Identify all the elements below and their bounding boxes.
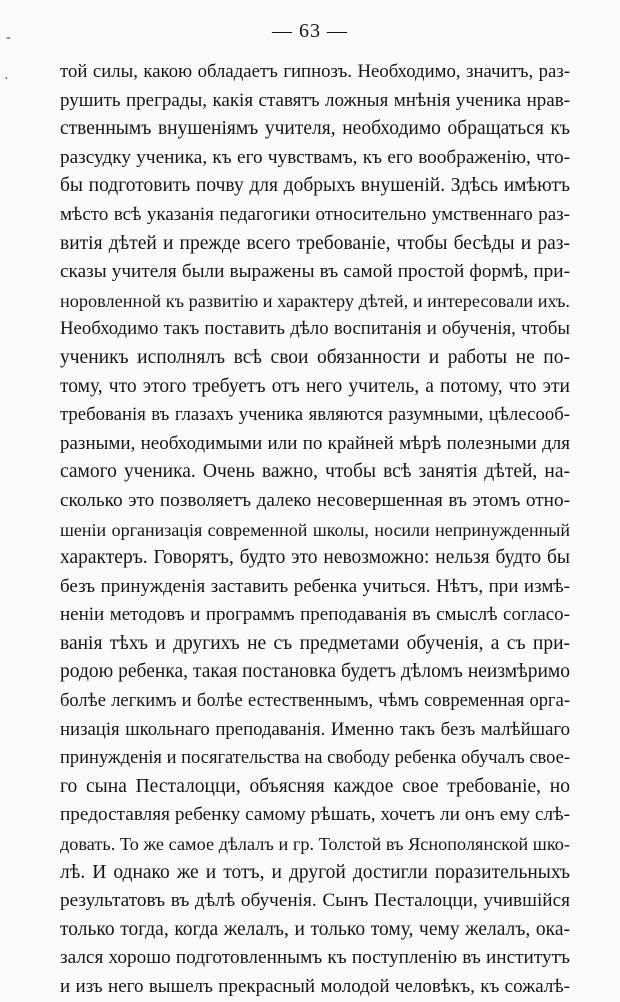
text-line: сказы учителя были выражены въ самой простой формѣ, при- xyxy=(60,261,570,283)
text-line: витія дѣтей и прежде всего требованіе, чтобы бесѣды и раз- xyxy=(60,232,570,254)
text-line: ученикъ исполнялъ всѣ свои обязанности и работы не по- xyxy=(60,346,570,368)
margin-mark: - xyxy=(6,30,11,45)
text-line: лѣ. И однако же и тотъ, и другой достигли поразительныхъ xyxy=(60,861,570,883)
text-line: ванія тѣхъ и другихъ не съ предметами обученія, а съ при- xyxy=(60,632,570,654)
text-line: болѣе легкимъ и болѣе естественнымъ, чѣмъ современная орга- xyxy=(60,691,570,712)
text-line: родою ребенка, такая постановка будетъ дѣломъ неизмѣримо xyxy=(60,661,570,683)
text-line: ственнымъ внушеніямъ учителя, необходимо обращаться къ xyxy=(60,118,570,140)
text-line: требованія въ глазахъ ученика являются разумными, цѣлесооб- xyxy=(60,404,570,426)
text-line: го сына Песталоцци, объясняя каждое свое требованіе, но xyxy=(60,775,570,797)
text-line: безъ принужденія заставить ребенка учиться. Нѣтъ, при измѣ- xyxy=(60,575,570,597)
text-line: рушить преграды, какія ставятъ ложныя мнѣнія ученика нрав- xyxy=(60,89,570,111)
text-line: разными, необходимыми или по крайней мѣрѣ полезными для xyxy=(60,432,570,454)
text-line: самого ученика. Очень важно, чтобы всѣ занятія дѣтей, на- xyxy=(60,461,570,483)
text-line: зался хорошо подготовленнымъ къ поступленію въ институтъ xyxy=(60,947,570,969)
text-line: довать. То же самое дѣлалъ и гр. Толстой въ Яснополянской шко- xyxy=(60,834,570,855)
text-line: только тогда, когда желалъ, и только тому, чему желалъ, ока- xyxy=(60,918,570,940)
text-line: Необходимо такъ поставить дѣло воспитанія и обученія, чтобы xyxy=(60,318,570,340)
text-line: результатовъ въ дѣлѣ обученія. Сынъ Песталоцци, учившійся xyxy=(60,890,570,912)
text-line: предоставляя ребенку самому рѣшать, хочетъ ли онъ ему слѣ- xyxy=(60,804,570,826)
body-text xyxy=(60,58,570,1002)
text-line: разсудку ученика, къ его чувствамъ, къ его воображенію, что- xyxy=(60,146,570,168)
text-line: и изъ него вышелъ прекрасный молодой человѣкъ, къ сожалѣ- xyxy=(60,976,570,997)
text-line: той силы, какою обладаетъ гипнозъ. Необходимо, значитъ, раз- xyxy=(60,61,570,82)
text-line: характеръ. Говорятъ, будто это невозможно: нельзя будто бы xyxy=(60,547,570,569)
margin-mark: · xyxy=(4,72,9,87)
text-line: неніи методовъ и программъ преподаванія въ смыслѣ согласо- xyxy=(60,604,570,626)
text-line: принужденія и посягательства на свободу ребенка обучалъ свое- xyxy=(60,748,570,769)
text-line: низація школьнаго преподаванія. Именно такъ безъ малѣйшаго xyxy=(60,718,570,740)
text-line: норовленной къ развитію и характеру дѣтей, и интересовали ихъ. xyxy=(60,290,570,311)
page-number: — 63 — xyxy=(272,20,348,42)
text-line: мѣсто всѣ указанія педагогики относительно умственнаго раз- xyxy=(60,203,570,225)
text-line: бы подготовить почву для добрыхъ внушеній. Здѣсь имѣютъ xyxy=(60,175,570,197)
text-line: сколько это позволяетъ далеко несовершенная въ этомъ отно- xyxy=(60,489,570,511)
text-line: тому, что этого требуетъ отъ него учитель, а потому, что эти xyxy=(60,375,570,397)
text-line: шеніи организація современной школы, носили непринужденный xyxy=(60,519,570,540)
